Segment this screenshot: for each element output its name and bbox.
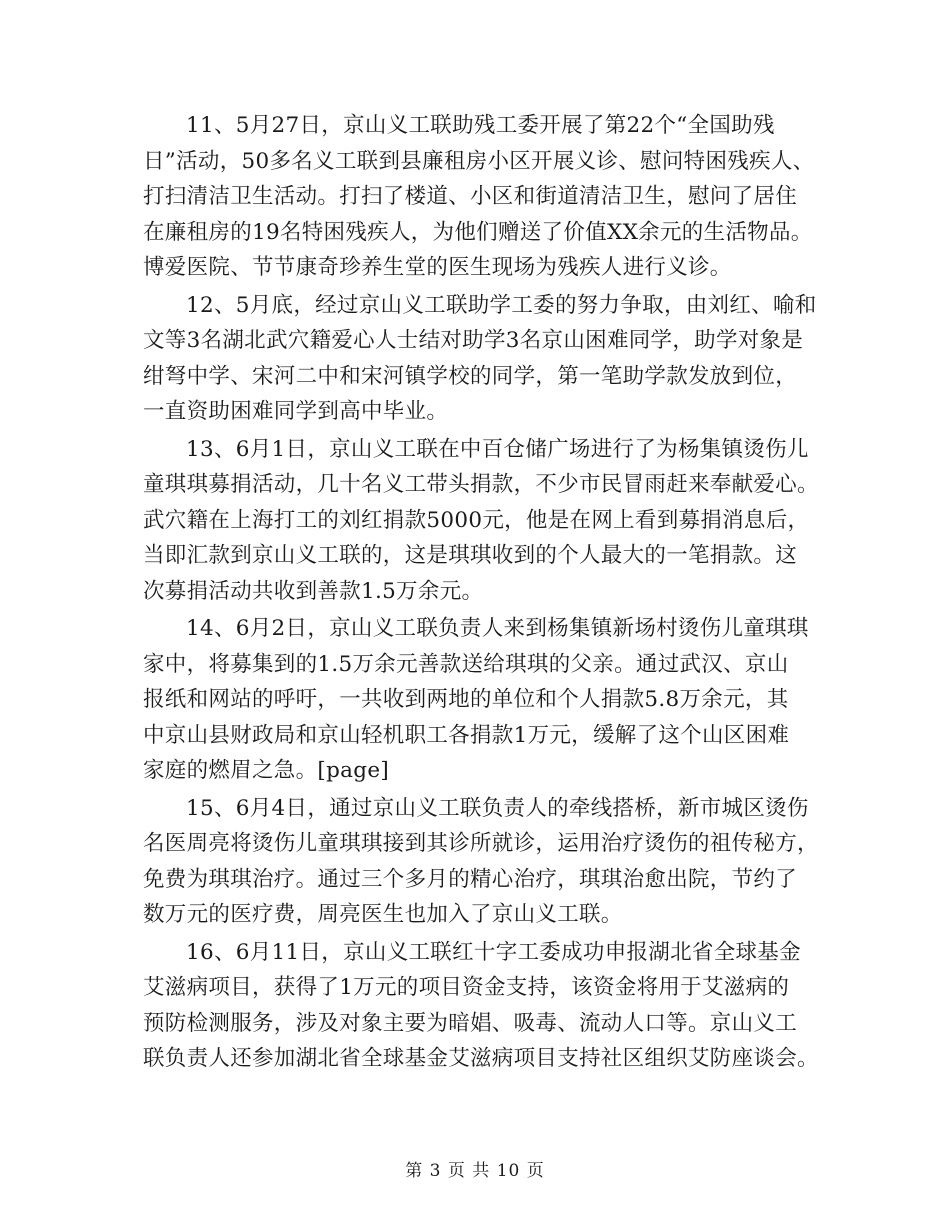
paragraph-line: 一直资助困难同学到高中毕业。 [143,399,449,424]
page-number-footer: 第 3 页 共 10 页 [405,1161,545,1181]
paragraph-16 [143,935,819,1077]
paragraph-line: 童琪琪募捐活动，几十名义工带头捐款，不少市民冒雨赶来奉献爱心。 [143,472,819,497]
paragraph-line: 博爱医院、节节康奇珍养生堂的医生现场为残疾人进行义诊。 [143,255,732,280]
paragraph-line: 打扫清洁卫生活动。打扫了楼道、小区和街道清洁卫生，慰问了居住 [143,184,798,209]
paragraph-line: 报纸和网站的呼吁，一共收到两地的单位和个人捐款5.8万余元，其 [143,687,789,712]
paragraph-line: 免费为琪琪治疗。通过三个多月的精心治疗，琪琪治愈出院，节约了 [143,866,798,892]
paragraph-line: 16、6月11日，京山义工联红十字工委成功申报湖北省全球基金 [186,939,801,965]
paragraph-11 [143,108,813,286]
paragraph-line: 11、5月27日，京山义工联助残工委开展了第22个“全国助残 [186,113,775,138]
paragraph-line: 家中，将募集到的1.5万余元善款送给琪琪的父亲。通过武汉、京山 [143,651,789,677]
paragraph-line: 艾滋病项目，获得了1万元的项目资金支持，该资金将用于艾滋病的 [143,975,790,1000]
paragraph-line: 武穴籍在上海打工的刘红捐款5000元，他是在网上看到募捐消息后， [143,507,810,533]
paragraph-line: 名医周亮将烫伤儿童琪琪接到其诊所就诊，运用治疗烫伤的祖传秘方， [143,831,819,856]
paragraph-line: 绀弩中学、宋河二中和宋河镇学校的同学，第一笔助学款发放到位， [143,363,798,389]
paragraph-line: 日”活动，50多名义工联到县廉租房小区开展义诊、慰问特困残疾人、 [143,148,815,174]
paragraph-14 [143,611,813,789]
paragraph-15 [143,791,819,933]
document-body [143,108,819,1079]
paragraph-line: 在廉租房的19名特困残疾人，为他们赠送了价值XX余元的生活物品。 [143,219,813,245]
paragraph-line: 联负责人还参加湖北省全球基金艾滋病项目支持社区组织艾防座谈会。 [143,1046,819,1071]
paragraph-line: 预防检测服务，涉及对象主要为暗娼、吸毒、流动人口等。京山义工 [143,1010,798,1036]
paragraph-line: 15、6月4日，通过京山义工联负责人的牵线搭桥，新市城区烫伤 [186,795,809,821]
paragraph-line: 中京山县财政局和京山轻机职工各捐款1万元，缓解了这个山区困难 [143,722,790,748]
paragraph-line: 12、5月底，经过京山义工联助学工委的努力争取，由刘红、喻和 [186,292,817,318]
paragraph-line: 数万元的医疗费，周亮医生也加入了京山义工联。 [143,902,623,927]
paragraph-13 [143,432,819,610]
paragraph-12 [143,288,817,430]
paragraph-line: 当即汇款到京山义工联的，这是琪琪收到的个人最大的一笔捐款。这 [143,543,798,568]
paragraph-line: 次募捐活动共收到善款1.5万余元。 [143,578,484,604]
paragraph-line: 14、6月2日，京山义工联负责人来到杨集镇新场村烫伤儿童琪琪 [186,616,809,641]
paragraph-line: 13、6月1日，京山义工联在中百仓储广场进行了为杨集镇烫伤儿 [186,436,809,462]
paragraph-line: 文等3名湖北武穴籍爱心人士结对助学3名京山困难同学，助学对象是 [143,328,804,353]
paragraph-line: 家庭的燃眉之急。[page] [143,758,390,783]
